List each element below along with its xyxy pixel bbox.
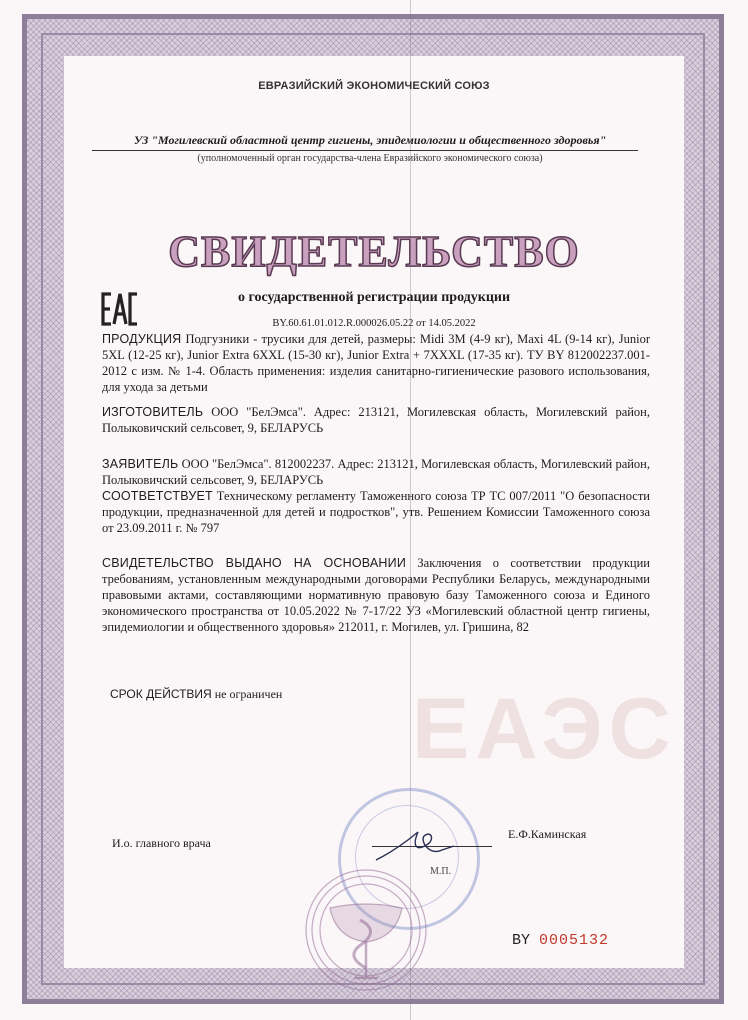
product-heading: ПРОДУКЦИЯ xyxy=(102,332,182,346)
handwritten-signature xyxy=(372,822,458,868)
union-header: ЕВРАЗИЙСКИЙ ЭКОНОМИЧЕСКИЙ СОЮЗ xyxy=(258,80,490,92)
authority-note: (уполномоченный орган государства-члена Евразийского экономического союза) xyxy=(197,153,543,164)
registration-number: BY.60.61.01.012.R.000026.05.22 от 14.05.2022 xyxy=(272,318,476,329)
basis-text: Заключения о соответствии продукции требованиям, установленным международными договорами Республики Беларусь, международными правовыми актами, составляющими нормативную правовую базу Таможенного союза и Единого экономического пространства от 10.05.2022 № 7-17/22 УЗ «Могилевский областной центр гигиены, эпидемиологии и общественного здоровья» 212011, г. Могилев, ул. Гришина, 82 xyxy=(102,556,650,634)
applicant-text: ООО "БелЭмса". 812002237. Адрес: 213121, Могилевская область, Могилевский район, Полыковичский сельсовет, 9, БЕЛАРУСЬ xyxy=(102,457,650,487)
authority-underline xyxy=(92,150,638,151)
product-text: Подгузники - трусики для детей, размеры: Midi 3M (4-9 кг), Maxi 4L (9-14 кг), Junior 5XL (12-25 кг), Junior Extra 6XXL (15-30 кг), Junior Extra + 7XXXL (17-35 кг). ТУ BY 812002237.001-2012 с изм. № 1-4. Область применения: изделия санитарно-гигиенические разового использования, для ухода за детьми xyxy=(102,332,650,394)
validity-text: не ограничен xyxy=(214,687,283,701)
certificate-subtitle: о государственной регистрации продукции xyxy=(237,290,511,305)
manufacturer-heading: ИЗГОТОВИТЕЛЬ xyxy=(102,405,204,419)
conformity-text: Техническому регламенту Таможенного союза ТР ТС 007/2011 "О безопасности продукции, предназначенной для детей и подростков", утв. Решением Комиссии Таможенного союза от 23.09.2011 г. № 797 xyxy=(102,489,650,535)
validity-heading: СРОК ДЕЙСТВИЯ xyxy=(110,687,212,701)
serial-prefix: BY xyxy=(512,932,531,949)
basis-heading: СВИДЕТЕЛЬСТВО ВЫДАНО НА ОСНОВАНИИ xyxy=(102,556,407,570)
authority-name: УЗ "Могилевский областной центр гигиены, эпидемиологии и общественного здоровья" xyxy=(133,133,607,147)
basis-section xyxy=(102,555,650,635)
product-section xyxy=(102,331,650,395)
manufacturer-text: ООО "БелЭмса". Адрес: 213121, Могилевская область, Могилевский район, Полыковичский сельсовет, 9, БЕЛАРУСЬ xyxy=(102,405,651,435)
signatory-name: Е.Ф.Каминская xyxy=(508,827,587,841)
signatory-role: И.о. главного врача xyxy=(112,836,211,850)
conformity-heading: СООТВЕТСТВУЕТ xyxy=(102,489,213,503)
applicant-heading: ЗАЯВИТЕЛЬ xyxy=(102,457,179,471)
validity-section xyxy=(110,687,282,702)
applicant-section xyxy=(102,456,650,488)
serial-number xyxy=(512,932,609,949)
conformity-section xyxy=(102,488,650,536)
certificate-title: СВИДЕТЕЛЬСТВО xyxy=(168,227,580,276)
serial-digits: 0005132 xyxy=(539,932,610,949)
hygiene-emblem-icon xyxy=(300,860,432,1000)
manufacturer-section xyxy=(102,404,650,436)
stamp-place-label: М.П. xyxy=(430,866,452,877)
eaes-watermark: ЕАЭС xyxy=(412,681,677,777)
